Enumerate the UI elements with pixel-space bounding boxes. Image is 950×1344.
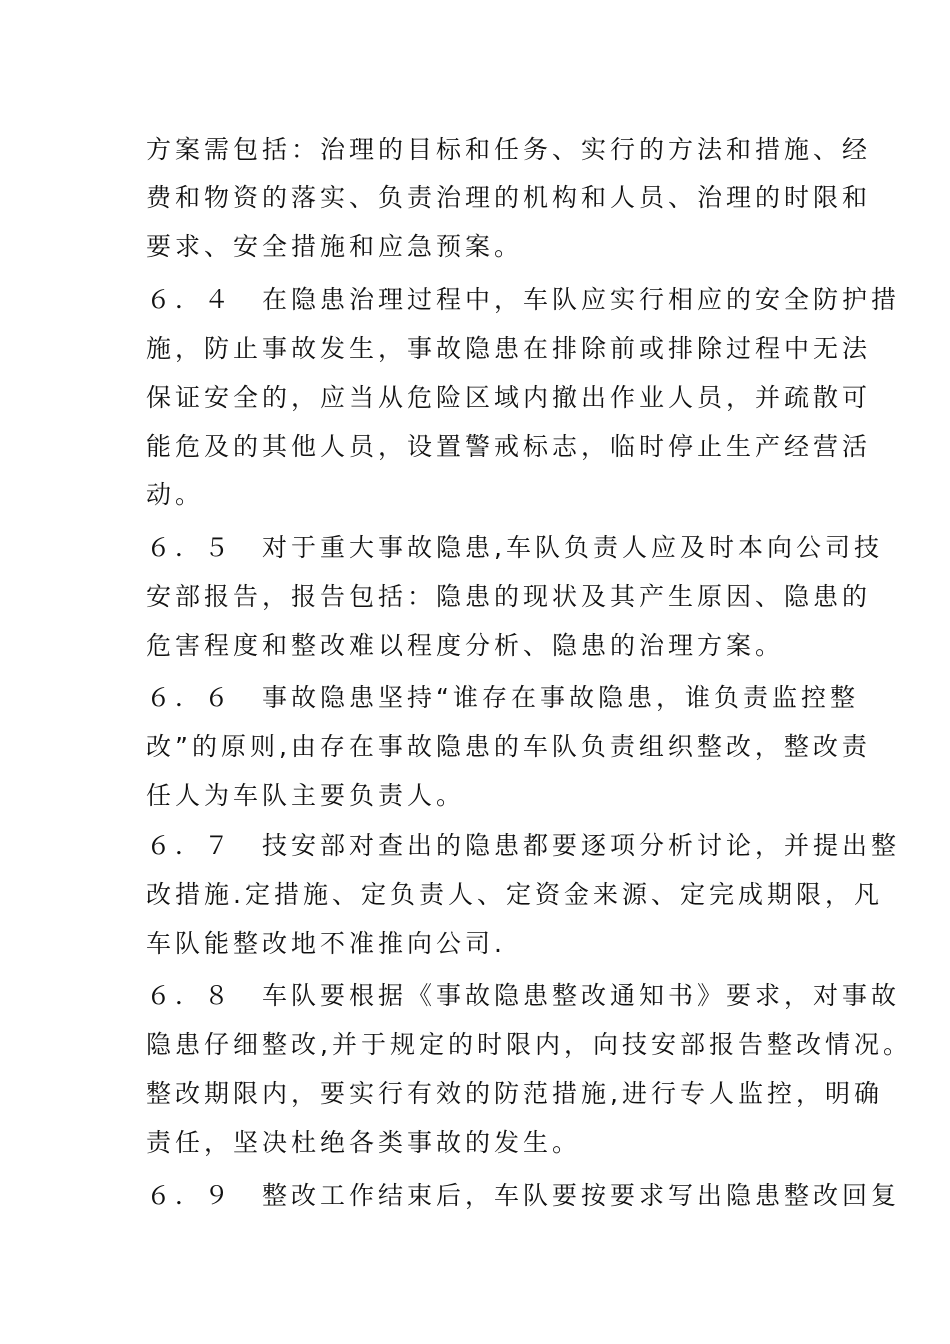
text-line: 任人为车队主要负责人。 [146,781,466,810]
text-line: 危害程度和整改难以程度分析、隐患的治理方案。 [146,631,785,660]
text-line: ６．５ 对于重大事故隐患,车队负责人应及时本向公司技 [146,533,883,562]
text-line: 施，防止事故发生，事故隐患在排除前或排除过程中无法 [146,334,872,363]
text-line: 隐患仔细整改,并于规定的时限内，向技安部报告整改情况。 [146,1030,912,1059]
text-line: 能危及的其他人员，设置警戒标志，临时停止生产经营活 [146,432,872,461]
text-line: 费和物资的落实、负责治理的机构和人员、治理的时限和 [146,183,872,212]
text-line: 责任，坚决杜绝各类事故的发生。 [146,1128,582,1157]
text-line: 方案需包括：治理的目标和任务、实行的方法和措施、经 [146,135,872,164]
text-line: 改措施.定措施、定负责人、定资金来源、定完成期限，凡 [146,880,883,909]
text-line: 动。 [146,480,205,509]
text-line: ６．７ 技安部对查出的隐患都要逐项分析讨论，并提出整 [146,831,901,860]
text-line: 车队能整改地不准推向公司. [146,929,506,958]
text-line: ６．９ 整改工作结束后，车队要按要求写出隐患整改回复 [146,1181,901,1210]
text-line: ６．６ 事故隐患坚持“谁存在事故隐患，谁负责监控整 [146,683,859,712]
text-line: 改”的原则,由存在事故隐患的车队负责组织整改，整改责 [146,732,871,761]
text-line: 安部报告，报告包括：隐患的现状及其产生原因、隐患的 [146,582,872,611]
text-line: 整改期限内，要实行有效的防范措施,进行专人监控，明确 [146,1079,883,1108]
text-line: ６．４ 在隐患治理过程中，车队应实行相应的安全防护措 [146,285,901,314]
text-line: ６．８ 车队要根据《事故隐患整改通知书》要求，对事故 [146,981,901,1010]
text-line: 要求、安全措施和应急预案。 [146,232,524,261]
text-line: 保证安全的，应当从危险区域内撤出作业人员，并疏散可 [146,383,872,412]
